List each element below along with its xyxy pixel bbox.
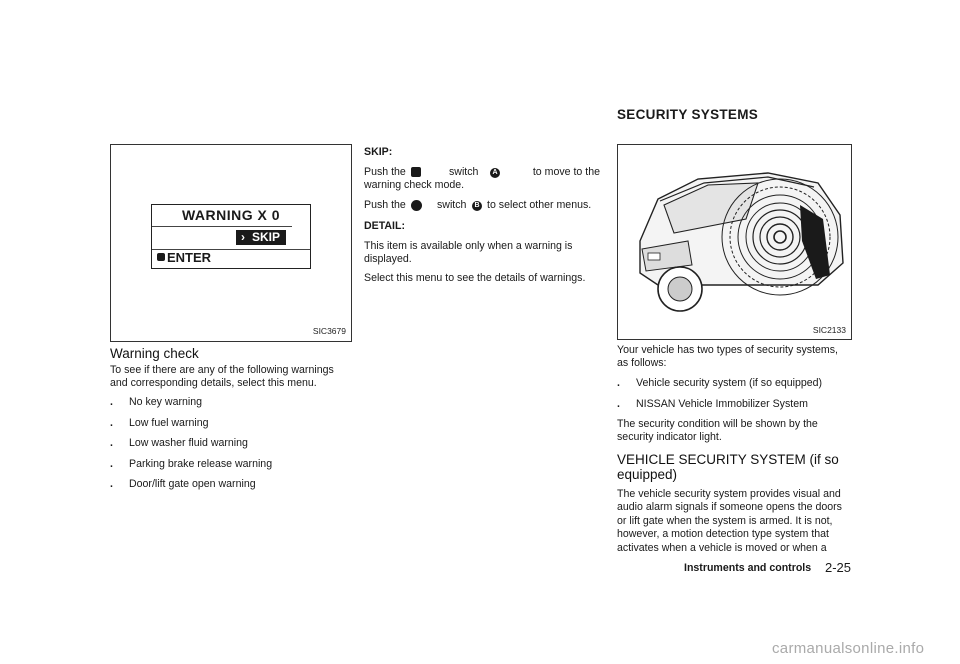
marker-b-icon: B (472, 201, 482, 211)
warning-check-heading: Warning check (110, 346, 199, 361)
watermark: carmanualsonline.info (772, 640, 925, 657)
detail-paragraph-1: This item is available only when a warning is displayed. (364, 240, 573, 266)
figure-id: SIC2133 (812, 325, 846, 335)
figure-id: SIC3679 (312, 326, 346, 336)
page-number: 2-25 (825, 560, 852, 575)
vehicle-security-subheading: VEHICLE SECURITY SYSTEM (if so equipped) (617, 452, 839, 482)
display-title: WARNING X 0 (181, 207, 281, 223)
detail-heading: DETAIL: (364, 220, 405, 232)
vehicle-security-body: The vehicle security system provides visual and audio alarm signals if someone opens the doors or lift gate when the system is armed. It is not, however, a motion detection type system that activates when a vehicle is moved or when a (617, 488, 842, 554)
security-indicator-text: The security condition will be shown by the security indicator light. (617, 418, 818, 444)
footer-section-name: Instruments and controls (684, 562, 812, 574)
display-divider (152, 226, 292, 227)
security-intro: Your vehicle has two types of security systems, as follows: (617, 344, 838, 370)
skip-label: SKIP (252, 230, 281, 244)
vehicle-security-figure (617, 144, 852, 340)
enter-label: ENTER (167, 250, 212, 265)
warning-check-intro: To see if there are any of the following warnings and corresponding details, select this menu. (110, 364, 334, 390)
skip-option (236, 230, 286, 245)
skip-instruction-line1: Push the switch A to move to the (364, 166, 600, 178)
dial-switch-icon (411, 200, 422, 211)
vehicle-illustration (618, 145, 851, 339)
warning-display-screen (151, 204, 311, 269)
enter-switch-icon (157, 253, 165, 261)
chevron-right-icon: › (241, 230, 245, 244)
section-title: SECURITY SYSTEMS (617, 107, 759, 122)
warning-display-figure (110, 144, 352, 342)
marker-a-icon: A (490, 168, 500, 178)
skip-heading: SKIP: (364, 146, 393, 158)
skip-instruction-line2: warning check mode. (364, 179, 465, 191)
push-instruction: Push the switch B to select other menus. (364, 199, 592, 211)
enter-switch-icon (411, 167, 421, 177)
detail-paragraph-2: Select this menu to see the details of warnings. (364, 272, 586, 284)
